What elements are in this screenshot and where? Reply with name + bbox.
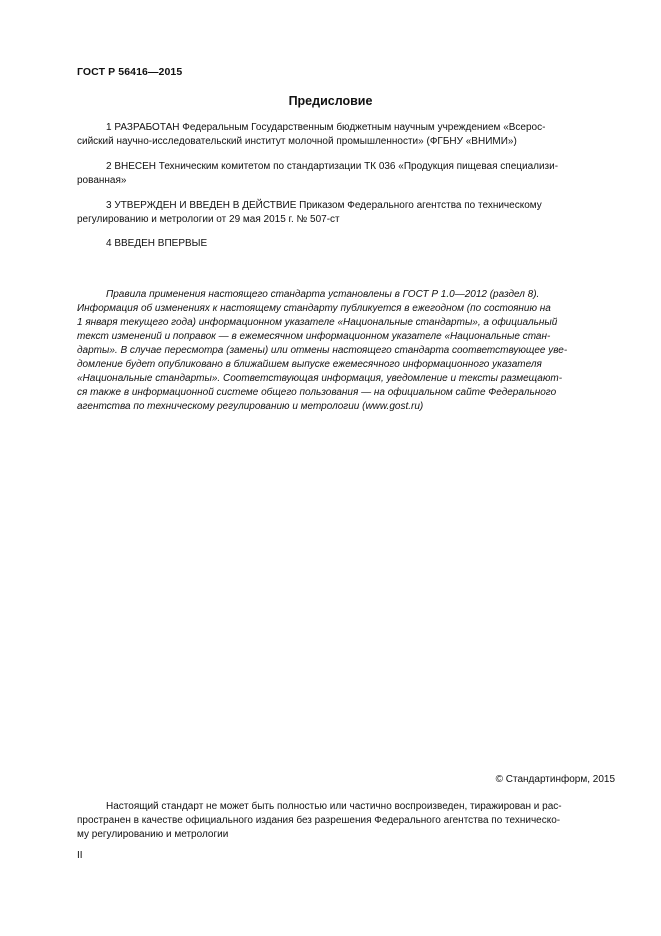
note-line-6: домление будет опубликовано в ближайшем выпуске ежемесячного информационного указателя bbox=[77, 359, 542, 370]
foreword-item-3-line-1: 3 УТВЕРЖДЕН И ВВЕДЕН В ДЕЙСТВИЕ Приказом Федерального агентства по техническому bbox=[106, 200, 542, 211]
note-line-5: дарты». В случае пересмотра (замены) или отмены настоящего стандарта соответствующее уве- bbox=[77, 345, 568, 356]
foreword-item-3 bbox=[77, 199, 615, 227]
foreword-item-2-line-2: рованная» bbox=[77, 175, 127, 186]
page-number: II bbox=[77, 850, 83, 861]
reproduction-line-2: пространен в качестве официального издания без разрешения Федерального агентства по техническо- bbox=[77, 815, 561, 826]
standard-code: ГОСТ Р 56416—2015 bbox=[77, 66, 183, 78]
foreword-item-4-line-1: 4 ВВЕДЕН ВПЕРВЫЕ bbox=[106, 238, 208, 249]
note-line-1: Правила применения настоящего стандарта установлены в ГОСТ Р 1.0—2012 (раздел 8). bbox=[106, 289, 540, 300]
foreword-item-1-line-2: сийский научно-исследовательский институт молочной промышленности» (ФГБНУ «ВНИМИ») bbox=[77, 136, 517, 147]
note-line-3: 1 января текущего года) информационном указателе «Национальные стандарты», а официальный bbox=[77, 317, 558, 328]
note-line-7: «Национальные стандарты». Соответствующая информация, уведомление и тексты размещают- bbox=[77, 373, 563, 384]
note-line-9: агентства по техническому регулированию и метрологии (www.gost.ru) bbox=[77, 401, 424, 412]
section-title: Предисловие bbox=[288, 94, 373, 108]
reproduction-line-3: му регулированию и метрологии bbox=[77, 829, 229, 840]
reproduction-notice bbox=[77, 800, 615, 842]
foreword-item-4 bbox=[77, 237, 615, 251]
copyright-notice: © Стандартинформ, 2015 bbox=[495, 774, 615, 785]
application-rules-note bbox=[77, 288, 615, 414]
foreword-item-1-line-1: 1 РАЗРАБОТАН Федеральным Государственным бюджетным научным учреждением «Всерос- bbox=[106, 122, 546, 133]
foreword-item-3-line-2: регулированию и метрологии от 29 мая 2015 г. № 507-ст bbox=[77, 214, 340, 225]
foreword-item-1 bbox=[77, 121, 615, 149]
note-line-8: ся также в информационной системе общего пользования — на официальном сайте Федерального bbox=[77, 387, 557, 398]
foreword-item-2 bbox=[77, 160, 615, 188]
note-line-4: текст изменений и поправок — в ежемесячном информационном указателе «Национальные стан- bbox=[77, 331, 551, 342]
foreword-item-2-line-1: 2 ВНЕСЕН Техническим комитетом по стандартизации ТК 036 «Продукция пищевая специализи- bbox=[106, 161, 559, 172]
note-line-2: Информация об изменениях к настоящему стандарту публикуется в ежегодном (по состоянию на bbox=[77, 303, 551, 314]
reproduction-line-1: Настоящий стандарт не может быть полностью или частично воспроизведен, тиражирован и рас- bbox=[106, 801, 562, 812]
